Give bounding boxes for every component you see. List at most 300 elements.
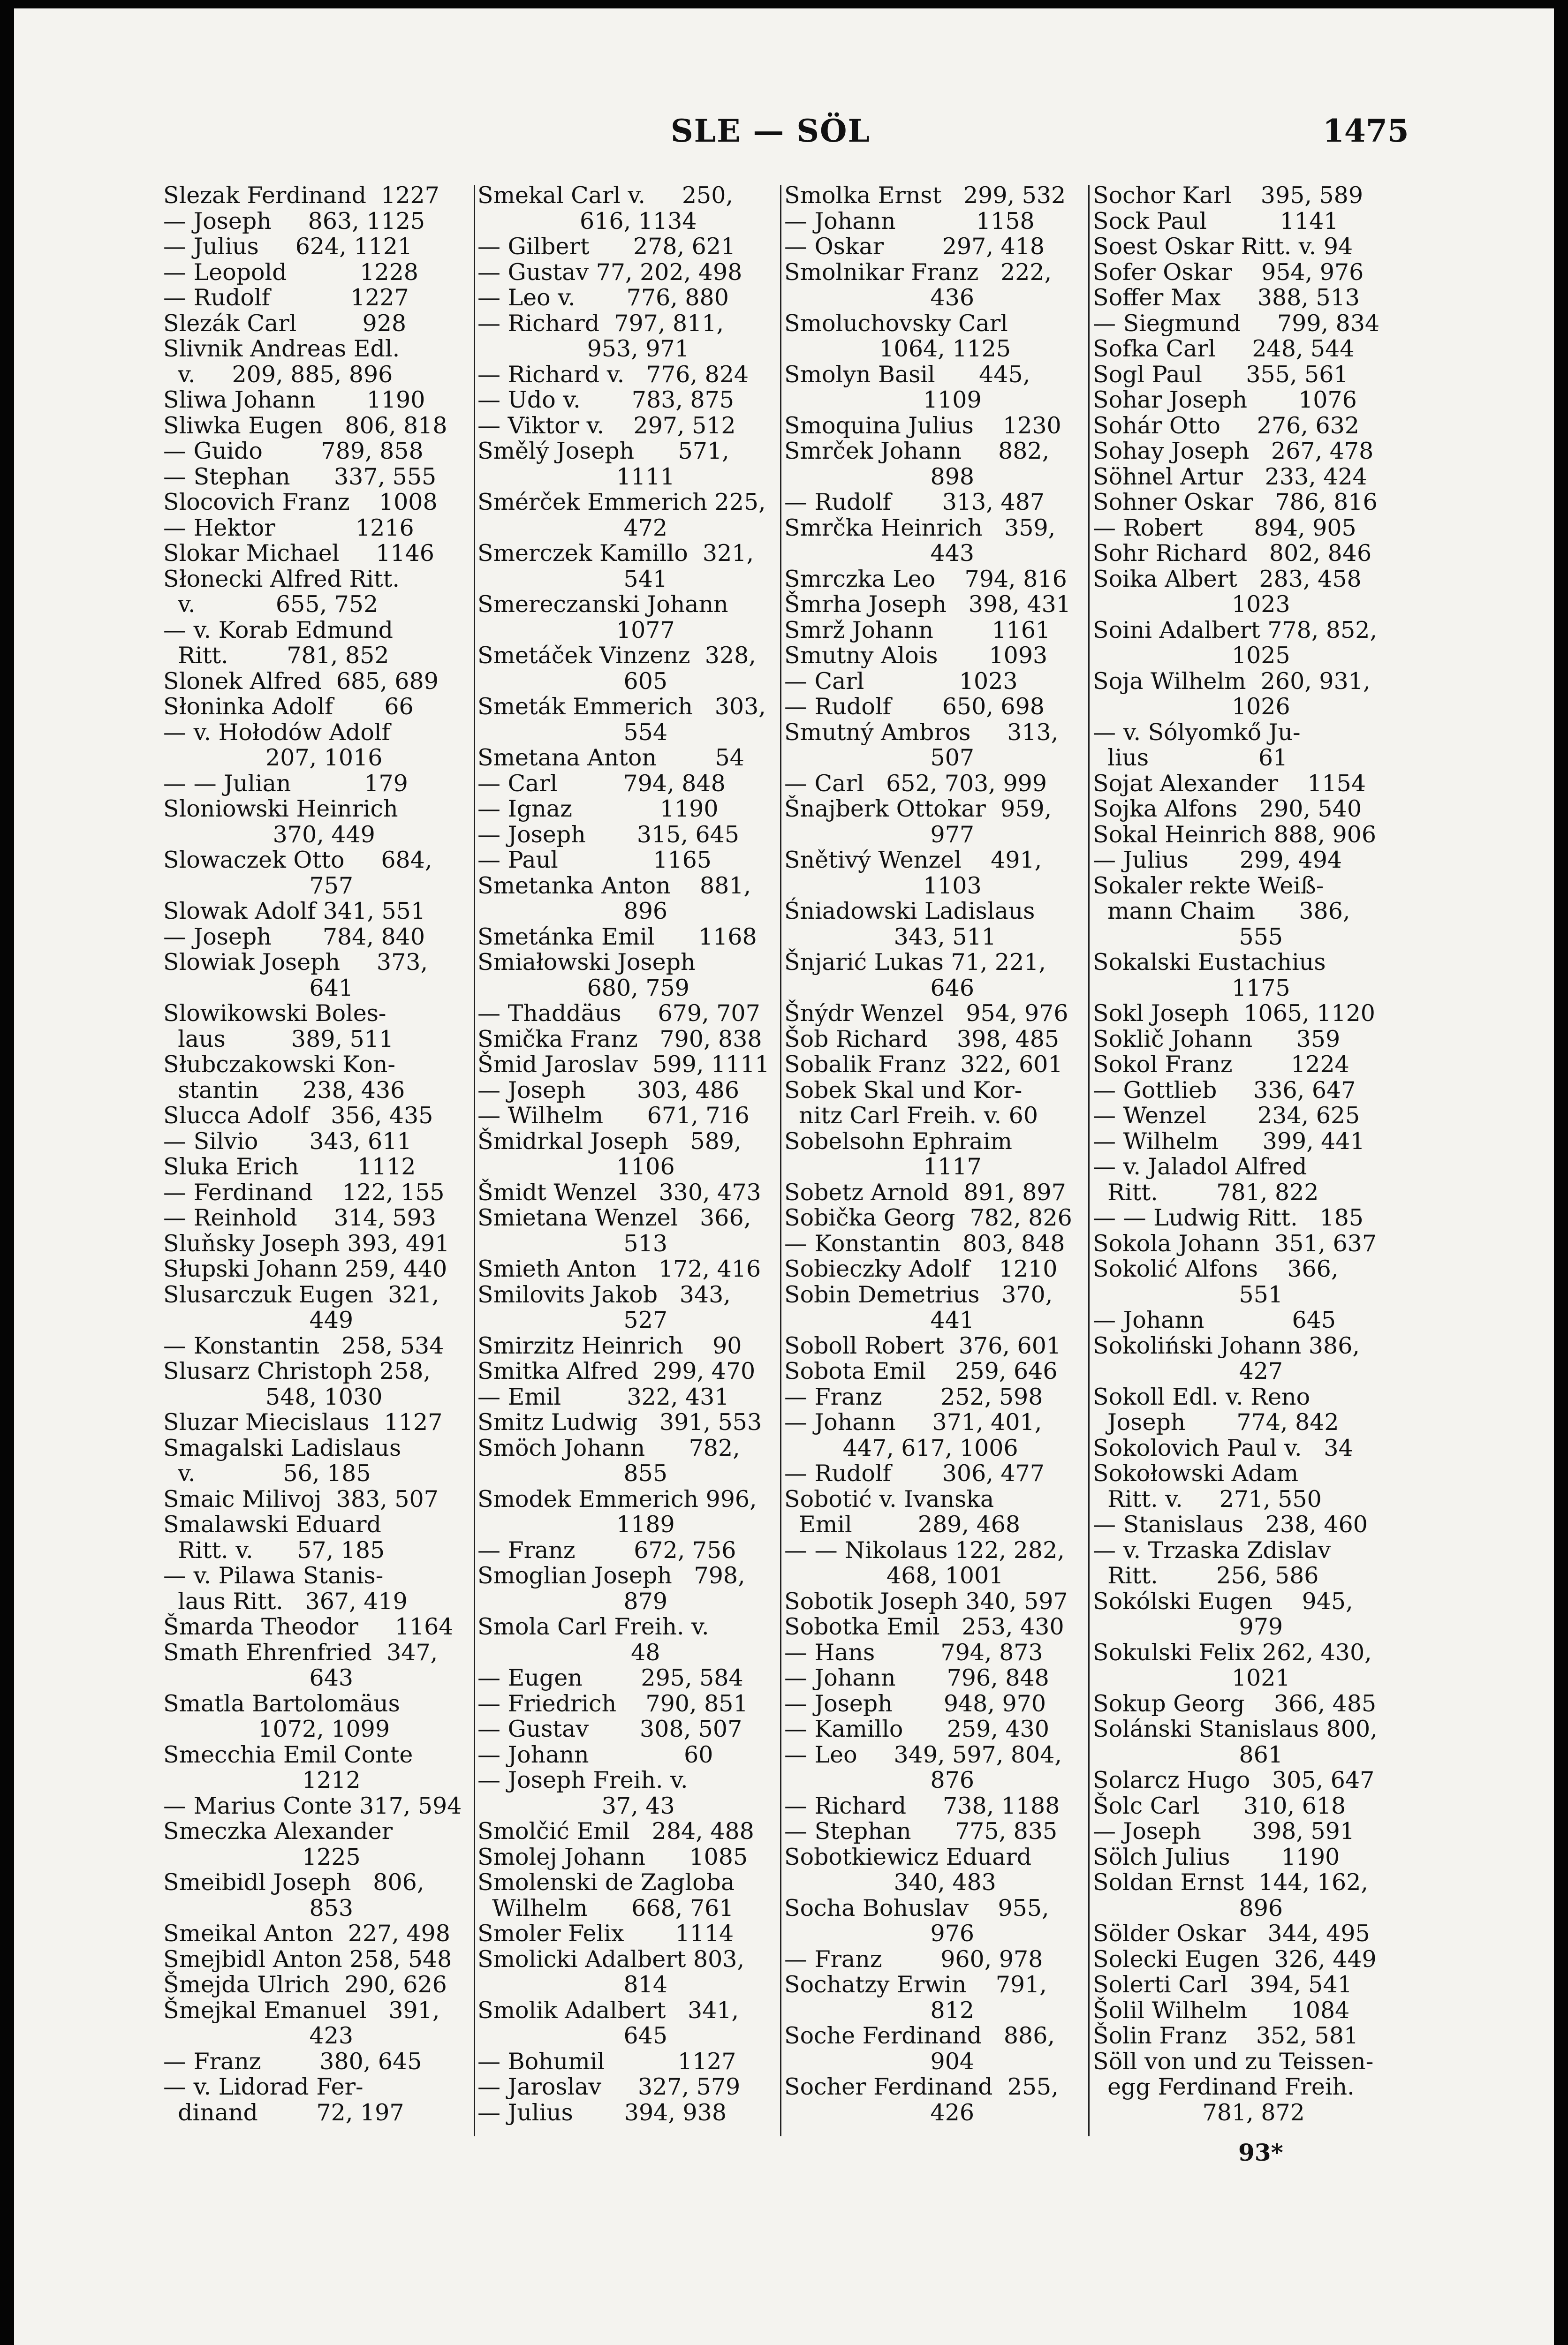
index-entry: Sluka Erich 1112 (163, 1153, 416, 1180)
index-entry: — Wilhelm 399, 441 (1093, 1127, 1365, 1155)
index-entry: 641 (163, 974, 354, 1001)
index-entry: Šnjarić Lukas 71, 221, (784, 949, 1046, 976)
index-entry: Smereczanski Johann (477, 591, 728, 618)
index-entry: laus 389, 511 (163, 1025, 394, 1052)
index-entry: Smrž Johann 1161 (784, 616, 1051, 643)
index-entry: Sokulski Felix 262, 430, (1093, 1639, 1372, 1666)
index-entry: Słubczakowski Kon- (163, 1051, 395, 1078)
index-entry: — v. Pilawa Stanis- (163, 1562, 384, 1589)
index-entry: Sokalski Eustachius (1093, 949, 1326, 976)
index-entry: Smělý Joseph 571, (477, 438, 729, 464)
index-entry: Solarcz Hugo 305, 647 (1093, 1767, 1375, 1793)
index-entry: 541 (477, 565, 668, 592)
index-entry: Smrček Johann 882, (784, 438, 1050, 464)
index-entry: Smilovits Jakob 343, (477, 1281, 731, 1308)
index-entry: 646 (784, 974, 975, 1001)
index-entry: — Leo v. 776, 880 (477, 284, 729, 311)
index-entry: 680, 759 (477, 974, 689, 1001)
index-entry: Smekal Carl v. 250, (477, 182, 733, 209)
index-entry: Sliwa Johann 1190 (163, 386, 425, 413)
index-entry: — Richard 797, 811, (477, 310, 724, 337)
index-entry: 855 (477, 1460, 668, 1487)
index-entry: Smietana Wenzel 366, (477, 1204, 751, 1231)
index-entry: — Ignaz 1190 (477, 795, 719, 822)
index-entry: Sobieczky Adolf 1210 (784, 1256, 1058, 1282)
index-entry: Slezak Ferdinand 1227 (163, 182, 439, 209)
index-entry: 979 (1093, 1613, 1283, 1640)
index-entry: — Joseph 948, 970 (784, 1690, 1046, 1717)
index-entry: — Carl 1023 (784, 667, 1018, 695)
index-entry: Smoglian Joseph 798, (477, 1562, 745, 1589)
index-entry: — Udo v. 783, 875 (477, 386, 734, 413)
index-entry: — Joseph 398, 591 (1093, 1818, 1355, 1845)
index-entry: — Richard v. 776, 824 (477, 361, 749, 388)
index-entry: stantin 238, 436 (163, 1076, 405, 1104)
index-entry: 1023 (1093, 591, 1290, 618)
index-entry: egg Ferdinand Freih. (1093, 2073, 1355, 2100)
index-entry: — Julius 624, 1121 (163, 233, 413, 260)
index-entry: — Joseph Freih. v. (477, 1767, 688, 1793)
index-entry: 1109 (784, 386, 982, 413)
index-entry: — Jaroslav 327, 579 (477, 2073, 741, 2100)
index-entry: 904 (784, 2048, 975, 2075)
index-entry: Sobička Georg 782, 826 (784, 1204, 1072, 1231)
index-entry: Slonek Alfred 685, 689 (163, 667, 439, 695)
index-entry: Snětivý Wenzel 491, (784, 847, 1042, 873)
index-entry: — Hans 794, 873 (784, 1639, 1043, 1666)
index-entry: 343, 511 (784, 923, 996, 950)
index-entry: Smolčić Emil 284, 488 (477, 1818, 754, 1845)
index-entry: — Wenzel 234, 625 (1093, 1102, 1360, 1129)
index-entry: — Franz 672, 756 (477, 1536, 736, 1564)
index-entry: Smoluchovsky Carl (784, 310, 1008, 337)
index-entry: 616, 1134 (477, 207, 697, 234)
index-entry: Šmid Jaroslav 599, 1111 (477, 1051, 770, 1078)
index-entry: Smolicki Adalbert 803, (477, 1945, 745, 1973)
index-entry: Sohner Oskar 786, 816 (1093, 489, 1378, 515)
index-entry: Soika Albert 283, 458 (1093, 565, 1362, 592)
index-entry: Smetánka Emil 1168 (477, 923, 757, 950)
index-entry: Šmejkal Emanuel 391, (163, 1997, 440, 2024)
index-entry: — Leo 349, 597, 804, (784, 1741, 1062, 1768)
index-entry: 436 (784, 284, 975, 311)
index-entry: 814 (477, 1971, 668, 1998)
index-entry: dinand 72, 197 (163, 2099, 404, 2126)
index-entry: Ritt. 256, 586 (1093, 1562, 1319, 1589)
index-entry: Solánski Stanislaus 800, (1093, 1716, 1378, 1742)
index-entry: — Silvio 343, 611 (163, 1127, 412, 1155)
index-entry: Smutny Alois 1093 (784, 642, 1048, 669)
index-entry: 1225 (163, 1843, 361, 1870)
index-entry: Šnýdr Wenzel 954, 976 (784, 1000, 1068, 1027)
index-entry: 896 (477, 898, 668, 924)
index-entry: Sobin Demetrius 370, (784, 1281, 1053, 1308)
index-entry: Smetáček Vinzenz 328, (477, 642, 756, 669)
index-entry: 1077 (477, 616, 675, 643)
index-entry: — Eugen 295, 584 (477, 1664, 743, 1691)
index-entry: Smutný Ambros 313, (784, 719, 1059, 746)
index-entry: — Hektor 1216 (163, 514, 414, 541)
index-entry: Šolc Carl 310, 618 (1093, 1792, 1346, 1819)
index-entry: Sohr Richard 802, 846 (1093, 540, 1372, 567)
index-entry: 812 (784, 1997, 975, 2024)
index-entry: 449 (163, 1307, 354, 1333)
index-entry: Soini Adalbert 778, 852, (1093, 616, 1378, 643)
index-entry: Šob Richard 398, 485 (784, 1025, 1060, 1052)
index-entry: — Rudolf 1227 (163, 284, 409, 311)
index-entry: 879 (477, 1588, 668, 1615)
index-entry: Sokolić Alfons 366, (1093, 1256, 1339, 1282)
index-entry: Sloniowski Heinrich (163, 795, 398, 822)
index-entry: Soja Wilhelm 260, 931, (1093, 667, 1371, 695)
index-entry: — — Ludwig Ritt. 185 (1093, 1204, 1363, 1231)
index-entry: Sochor Karl 395, 589 (1093, 182, 1363, 209)
index-entry: 468, 1001 (784, 1562, 1004, 1589)
index-entry: — Rudolf 306, 477 (784, 1460, 1045, 1487)
index-entry: — Bohumil 1127 (477, 2048, 736, 2075)
index-entry: Sokola Johann 351, 637 (1093, 1230, 1377, 1257)
index-entry: 605 (477, 667, 668, 695)
index-entry: Smalawski Eduard (163, 1511, 381, 1538)
index-entry: Smöch Johann 782, (477, 1434, 740, 1461)
index-column-4 (1093, 183, 1393, 2143)
index-entry: Sokólski Eugen 945, (1093, 1588, 1353, 1615)
index-entry: — Wilhelm 671, 716 (477, 1102, 750, 1129)
index-entry: Smaic Milivoj 383, 507 (163, 1485, 439, 1513)
signature-mark: 93* (1238, 2139, 1283, 2166)
index-entry: Slocovich Franz 1008 (163, 489, 438, 515)
index-entry: Sojat Alexander 1154 (1093, 770, 1366, 797)
index-entry: Sokoliński Johann 386, (1093, 1332, 1360, 1359)
index-entry: — Emil 322, 431 (477, 1383, 729, 1410)
index-entry: Sliwka Eugen 806, 818 (163, 412, 447, 439)
index-entry: 1103 (784, 872, 982, 899)
index-entry: — Franz 960, 978 (784, 1945, 1043, 1973)
index-entry: — Marius Conte 317, 594 (163, 1792, 462, 1819)
index-entry: Sohár Otto 276, 632 (1093, 412, 1359, 439)
index-entry: Słoninka Adolf 66 (163, 693, 414, 720)
index-entry: Sokl Joseph 1065, 1120 (1093, 1000, 1375, 1027)
index-entry: Smeibidl Joseph 806, (163, 1869, 424, 1896)
index-entry: Ritt. v. 57, 185 (163, 1536, 385, 1564)
index-entry: 555 (1093, 923, 1283, 950)
index-entry: lius 61 (1093, 744, 1288, 771)
index-entry: Slusarz Christoph 258, (163, 1358, 431, 1384)
index-entry: — v. Sólyomkő Ju- (1093, 719, 1301, 746)
index-entry: 1064, 1125 (784, 335, 1011, 362)
index-entry: Smička Franz 790, 838 (477, 1025, 762, 1052)
index-entry: — v. Jaladol Alfred (1093, 1153, 1307, 1180)
index-entry: — Paul 1165 (477, 847, 712, 873)
index-entry: Söll von und zu Teissen- (1093, 2048, 1374, 2075)
index-entry: Socher Ferdinand 255, (784, 2073, 1059, 2100)
index-entry: 1111 (477, 463, 675, 490)
index-entry: — Johann 371, 401, (784, 1409, 1042, 1436)
index-entry: Slowaczek Otto 684, (163, 847, 432, 873)
column-divider (474, 185, 475, 2136)
index-entry: Soest Oskar Ritt. v. 94 (1093, 233, 1353, 260)
index-entry: Sokolovich Paul v. 34 (1093, 1434, 1353, 1461)
index-entry: — Joseph 863, 1125 (163, 207, 425, 234)
index-entry: — Gottlieb 336, 647 (1093, 1076, 1356, 1104)
index-entry: — Joseph 315, 645 (477, 821, 740, 848)
index-entry: Smodek Emmerich 996, (477, 1485, 757, 1513)
index-entry: Sohar Joseph 1076 (1093, 386, 1357, 413)
index-entry: Slowiak Joseph 373, (163, 949, 428, 976)
index-entry: Šnajberk Ottokar 959, (784, 795, 1052, 822)
index-entry: — — Julian 179 (163, 770, 408, 797)
index-entry: Sokal Heinrich 888, 906 (1093, 821, 1377, 848)
index-entry: Emil 289, 468 (784, 1511, 1021, 1538)
index-entry: Sluňsky Joseph 393, 491 (163, 1230, 450, 1257)
index-entry: 876 (784, 1767, 975, 1793)
index-entry: 896 (1093, 1894, 1283, 1921)
index-entry: — Franz 252, 598 (784, 1383, 1043, 1410)
index-entry: — Friedrich 790, 851 (477, 1690, 748, 1717)
index-entry: Smitz Ludwig 391, 553 (477, 1409, 762, 1436)
index-entry: Sokoll Edl. v. Reno (1093, 1383, 1310, 1410)
index-entry: Smérček Emmerich 225, (477, 489, 766, 515)
index-entry: Smath Ehrenfried 347, (163, 1639, 438, 1666)
index-entry: 527 (477, 1307, 668, 1333)
index-column-2 (477, 183, 778, 2143)
index-entry: Sochatzy Erwin 791, (784, 1971, 1047, 1998)
index-entry: — Leopold 1228 (163, 258, 418, 286)
index-entry: 977 (784, 821, 975, 848)
index-entry: Sölch Julius 1190 (1093, 1843, 1340, 1870)
index-entry: 1021 (1093, 1664, 1290, 1691)
index-entry: Slucca Adolf 356, 435 (163, 1102, 433, 1129)
index-entry: — Johann 1158 (784, 207, 1035, 234)
index-entry: Wilhelm 668, 761 (477, 1894, 734, 1921)
index-entry: Sokol Franz 1224 (1093, 1051, 1349, 1078)
index-entry: 861 (1093, 1741, 1283, 1768)
index-entry: Smolnikar Franz 222, (784, 258, 1052, 286)
index-entry: — Siegmund 799, 834 (1093, 310, 1380, 337)
index-entry: Sluzar Miecislaus 1127 (163, 1409, 443, 1436)
index-entry: — v. Lidorad Fer- (163, 2073, 364, 2100)
index-entry: — — Nikolaus 122, 282, (784, 1536, 1065, 1564)
index-entry: Sofer Oskar 954, 976 (1093, 258, 1364, 286)
index-entry: — Reinhold 314, 593 (163, 1204, 436, 1231)
index-entry: Smirzitz Heinrich 90 (477, 1332, 742, 1359)
index-entry: Smolyn Basil 445, (784, 361, 1030, 388)
index-entry: Sobotik Joseph 340, 597 (784, 1588, 1068, 1615)
index-entry: Soklič Johann 359 (1093, 1025, 1341, 1052)
index-entry: Smolka Ernst 299, 532 (784, 182, 1066, 209)
index-entry: v. 209, 885, 896 (163, 361, 393, 388)
index-entry: — Gilbert 278, 621 (477, 233, 736, 260)
index-entry: Sokup Georg 366, 485 (1093, 1690, 1377, 1717)
index-entry: Smitka Alfred 299, 470 (477, 1358, 756, 1384)
index-entry: Ritt. 781, 852 (163, 642, 389, 669)
index-entry: 37, 43 (477, 1792, 675, 1819)
index-entry: — v. Trzaska Zdislav (1093, 1536, 1331, 1564)
index-entry: — Rudolf 650, 698 (784, 693, 1045, 720)
index-entry: Šolin Franz 352, 581 (1093, 2022, 1359, 2049)
index-entry: 370, 449 (163, 821, 375, 848)
index-entry: Šmejda Ulrich 290, 626 (163, 1971, 447, 1998)
index-entry: 48 (477, 1639, 660, 1666)
index-entry: Soffer Max 388, 513 (1093, 284, 1360, 311)
index-entry: — Johann 796, 848 (784, 1664, 1049, 1691)
index-entry: — Joseph 303, 486 (477, 1076, 740, 1104)
column-divider (780, 185, 781, 2136)
index-entry: 953, 971 (477, 335, 689, 362)
index-entry: Šmrha Joseph 398, 431 (784, 591, 1071, 618)
index-entry: — Rudolf 313, 487 (784, 489, 1045, 515)
index-entry: Smrčka Heinrich 359, (784, 514, 1056, 541)
index-entry: 757 (163, 872, 354, 899)
index-entry: Ritt. 781, 822 (1093, 1179, 1319, 1206)
index-entry: Sock Paul 1141 (1093, 207, 1339, 234)
index-entry: 643 (163, 1664, 354, 1691)
index-entry: 472 (477, 514, 668, 541)
index-entry: Smeikal Anton 227, 498 (163, 1920, 450, 1947)
index-entry: — Ferdinand 122, 155 (163, 1179, 445, 1206)
index-entry: Smola Carl Freih. v. (477, 1613, 709, 1640)
index-entry: 427 (1093, 1358, 1283, 1384)
index-entry: Smerczek Kamillo 321, (477, 540, 754, 567)
index-entry: — Richard 738, 1188 (784, 1792, 1060, 1819)
index-entry: Šolil Wilhelm 1084 (1093, 1997, 1350, 2024)
index-entry: 781, 872 (1093, 2099, 1305, 2126)
index-entry: 507 (784, 744, 975, 771)
index-entry: 1189 (477, 1511, 675, 1538)
index-entry: 1026 (1093, 693, 1290, 720)
index-entry: Solerti Carl 394, 541 (1093, 1971, 1352, 1998)
index-entry: — Viktor v. 297, 512 (477, 412, 736, 439)
index-entry: 340, 483 (784, 1869, 996, 1896)
index-entry: nitz Carl Freih. v. 60 (784, 1102, 1038, 1129)
index-entry: Smrczka Leo 794, 816 (784, 565, 1067, 592)
index-entry: Slivnik Andreas Edl. (163, 335, 400, 362)
index-entry: Soldan Ernst 144, 162, (1093, 1869, 1368, 1896)
index-entry: — Guido 789, 858 (163, 438, 424, 464)
index-entry: Sofka Carl 248, 544 (1093, 335, 1355, 362)
index-entry: 548, 1030 (163, 1383, 383, 1410)
index-entry: Smatla Bartolomäus (163, 1690, 400, 1717)
index-entry: 443 (784, 540, 975, 567)
index-entry: v. 56, 185 (163, 1460, 371, 1487)
index-entry: Šmidrkal Joseph 589, (477, 1127, 742, 1155)
index-entry: Soche Ferdinand 886, (784, 2022, 1055, 2049)
index-entry: Sobota Emil 259, 646 (784, 1358, 1058, 1384)
index-entry: Śniadowski Ladislaus (784, 898, 1035, 924)
index-entry: 426 (784, 2099, 975, 2126)
index-entry: Sobelsohn Ephraim (784, 1127, 1012, 1155)
index-entry: Smagalski Ladislaus (163, 1434, 401, 1461)
index-entry: — Julius 394, 938 (477, 2099, 727, 2126)
index-entry: Smeták Emmerich 303, (477, 693, 766, 720)
index-entry: Slowikowski Boles- (163, 1000, 386, 1027)
index-entry: 551 (1093, 1281, 1283, 1308)
index-entry: laus Ritt. 367, 419 (163, 1588, 408, 1615)
index-entry: Slusarczuk Eugen 321, (163, 1281, 439, 1308)
index-entry: — Johann 645 (1093, 1307, 1336, 1333)
index-entry: Smecchia Emil Conte (163, 1741, 413, 1768)
index-entry: 513 (477, 1230, 668, 1257)
index-entry: 423 (163, 2022, 354, 2049)
index-entry: Slezák Carl 928 (163, 310, 407, 337)
index-entry: Sobotić v. Ivanska (784, 1485, 994, 1513)
index-entry: 1117 (784, 1153, 982, 1180)
index-entry: Sokołowski Adam (1093, 1460, 1299, 1487)
index-entry: — Gustav 308, 507 (477, 1716, 742, 1742)
index-entry: — Julius 299, 494 (1093, 847, 1342, 873)
index-entry: — Stephan 775, 835 (784, 1818, 1058, 1845)
index-entry: — v. Hołodów Adolf (163, 719, 390, 746)
index-column-3 (784, 183, 1084, 2143)
index-entry: Smolik Adalbert 341, (477, 1997, 739, 2024)
index-entry: Sogl Paul 355, 561 (1093, 361, 1348, 388)
index-entry: 853 (163, 1894, 354, 1921)
index-entry: Sokaler rekte Weiß- (1093, 872, 1324, 899)
index-entry: Sobalik Franz 322, 601 (784, 1051, 1063, 1078)
index-entry: — Gustav 77, 202, 498 (477, 258, 742, 286)
index-entry: Słupski Johann 259, 440 (163, 1256, 447, 1282)
index-entry: 1072, 1099 (163, 1716, 390, 1742)
index-entry: — Joseph 784, 840 (163, 923, 425, 950)
index-entry: Sölder Oskar 344, 495 (1093, 1920, 1370, 1947)
index-entry: Smetana Anton 54 (477, 744, 744, 771)
index-entry: Smeczka Alexander (163, 1818, 393, 1845)
index-entry: — Franz 380, 645 (163, 2048, 422, 2075)
index-entry: Šmidt Wenzel 330, 473 (477, 1179, 761, 1206)
index-entry: 898 (784, 463, 975, 490)
index-entry: Sobotkiewicz Eduard (784, 1843, 1032, 1870)
column-divider (1088, 185, 1090, 2136)
index-entry: 645 (477, 2022, 668, 2049)
index-entry: mann Chaim 386, (1093, 898, 1350, 924)
index-entry: 1175 (1093, 974, 1290, 1001)
index-entry: Šmarda Theodor 1164 (163, 1613, 454, 1640)
page-title: SLE — SÖL (671, 113, 871, 149)
index-entry: Socha Bohuslav 955, (784, 1894, 1049, 1921)
index-entry: 441 (784, 1307, 975, 1333)
index-column-1 (163, 183, 463, 2143)
index-entry: Joseph 774, 842 (1093, 1409, 1339, 1436)
index-entry: — Stanislaus 238, 460 (1093, 1511, 1368, 1538)
index-entry: — Carl 652, 703, 999 (784, 770, 1047, 797)
index-entry: — v. Korab Edmund (163, 616, 394, 643)
index-entry: — Stephan 337, 555 (163, 463, 437, 490)
index-entry: Slokar Michael 1146 (163, 540, 434, 567)
index-entry: Smolej Johann 1085 (477, 1843, 748, 1870)
index-entry: 554 (477, 719, 668, 746)
index-entry: Smoler Felix 1114 (477, 1920, 734, 1947)
index-entry: Smetanka Anton 881, (477, 872, 751, 899)
index-entry: Sobotka Emil 253, 430 (784, 1613, 1064, 1640)
page-number: 1475 (1323, 113, 1409, 149)
index-entry: Słonecki Alfred Ritt. (163, 565, 400, 592)
index-entry: 207, 1016 (163, 744, 383, 771)
index-entry: Sobek Skal und Kor- (784, 1076, 1023, 1104)
index-entry: Slowak Adolf 341, 551 (163, 898, 426, 924)
index-entry: Soboll Robert 376, 601 (784, 1332, 1061, 1359)
index-entry: Sojka Alfons 290, 540 (1093, 795, 1362, 822)
index-entry: Söhnel Artur 233, 424 (1093, 463, 1367, 490)
index-entry: Ritt. v. 271, 550 (1093, 1485, 1322, 1513)
index-entry: Sobetz Arnold 891, 897 (784, 1179, 1066, 1206)
index-entry: Solecki Eugen 326, 449 (1093, 1945, 1377, 1973)
index-entry: 976 (784, 1920, 975, 1947)
index-entry: — Johann 60 (477, 1741, 713, 1768)
index-entry: Smieth Anton 172, 416 (477, 1256, 761, 1282)
index-entry: Smejbidl Anton 258, 548 (163, 1945, 452, 1973)
index-entry: Sohay Joseph 267, 478 (1093, 438, 1374, 464)
index-entry: 1025 (1093, 642, 1290, 669)
